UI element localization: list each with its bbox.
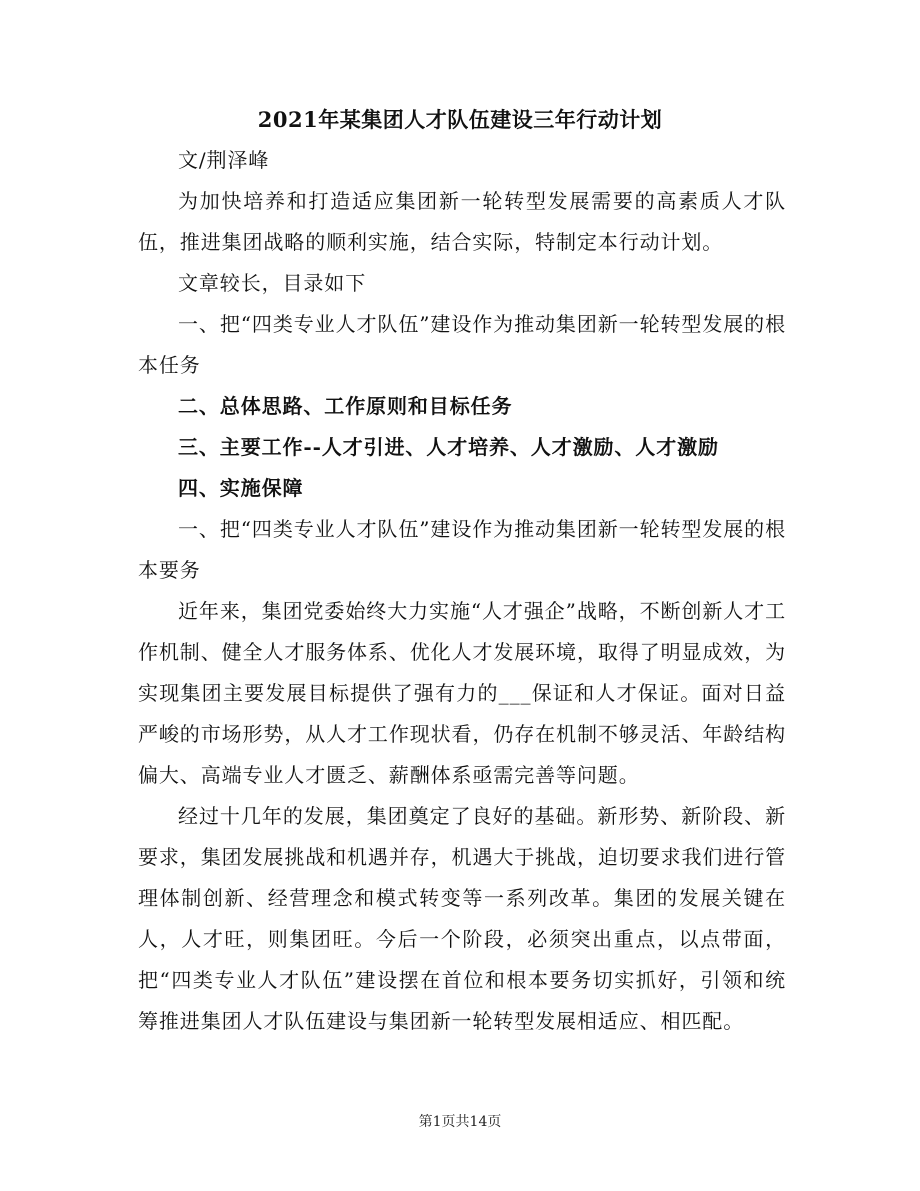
toc-item-2: 二、总体思路、工作原则和目标任务 [178, 394, 513, 418]
document-body [138, 140, 786, 1042]
page-number-footer: 第1页共14页 [418, 1114, 502, 1130]
intro-paragraph: 为加快培养和打造适应集团新一轮转型发展需要的高素质人才队伍，推进集团战略的顺利实施，结合实际，特制定本行动计划。 [138, 189, 786, 254]
body-paragraph-1: 近年来，集团党委始终大力实施“人才强企”战略，不断创新人才工作机制、健全人才服务体系、优化人才发展环境，取得了明显成效，为实现集团主要发展目标提供了强有力的___保证和人才保证。面对日益严峻的市场形势，从人才工作现状看，仍存在机制不够灵活、年龄结构偏大、高端专业人才匮乏、薪酬体系亟需完善等问题。 [138, 599, 786, 787]
author-line: 文/荆泽峰 [178, 148, 270, 172]
document-title: 2021年某集团人才队伍建设三年行动计划 [257, 107, 663, 132]
toc-item-1: 一、把“四类专业人才队伍”建设作为推动集团新一轮转型发展的根本任务 [138, 312, 786, 377]
toc-heading: 文章较长，目录如下 [178, 271, 367, 295]
body-paragraph-2: 经过十几年的发展，集团奠定了良好的基础。新形势、新阶段、新要求，集团发展挑战和机遇并存，机遇大于挑战，迫切要求我们进行管理体制创新、经营理念和模式转变等一系列改革。集团的发展关键在人，人才旺，则集团旺。今后一个阶段，必须突出重点，以点带面，把“四类专业人才队伍”建设摆在首位和根本要务切实抓好，引领和统筹推进集团人才队伍建设与集团新一轮转型发展相适应、相匹配。 [138, 804, 786, 1033]
toc-item-4: 四、实施保障 [178, 476, 304, 500]
section-1-heading: 一、把“四类专业人才队伍”建设作为推动集团新一轮转型发展的根本要务 [138, 517, 786, 582]
toc-item-3: 三、主要工作--人才引进、人才培养、人才激励、人才激励 [178, 435, 719, 459]
